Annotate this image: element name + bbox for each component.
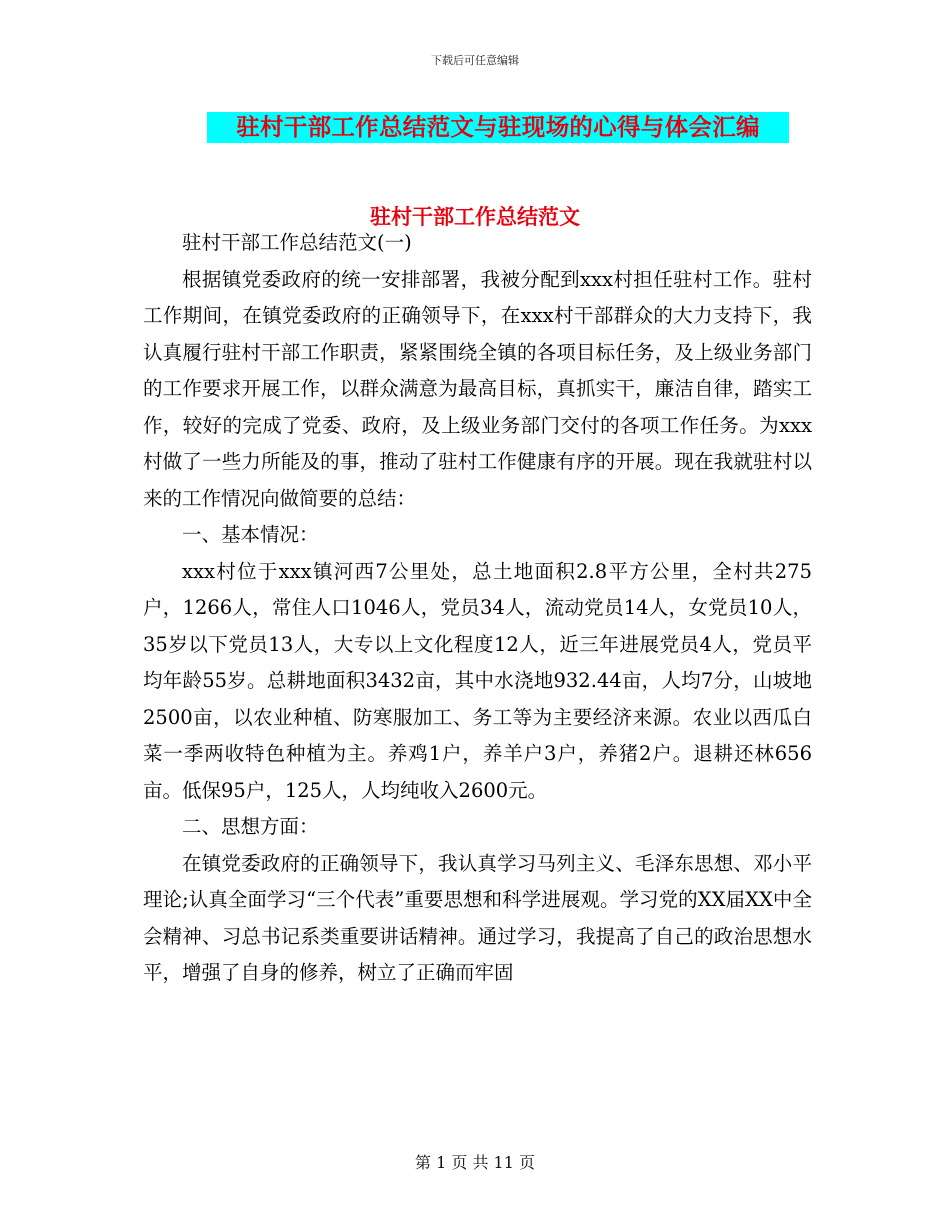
paragraph-intro: 根据镇党委政府的统一安排部署，我被分配到xxx村担任驻村工作。驻村工作期间，在镇党委政府的正确领导下，在xxx村干部群众的大力支持下，我认真履行驻村干部工作职责，紧紧围绕全镇的各项目标任务，及上级业务部门的工作要求开展工作，以群众满意为最高目标，真抓实干，廉洁自律，踏实工作，较好的完成了党委、政府，及上级业务部门交付的各项工作任务。为xxx村做了一些力所能及的事，推动了驻村工作健康有序的开展。现在我就驻村以来的工作情况向做简要的总结： bbox=[143, 267, 812, 510]
heading-ideology: 二、思想方面： bbox=[182, 815, 319, 838]
paragraph-subtitle: 驻村干部工作总结范文(一) bbox=[182, 231, 412, 254]
paragraph-ideology: 在镇党委政府的正确领导下，我认真学习马列主义、毛泽东思想、邓小平理论;认真全面学习“三个代表”重要思想和科学进展观。学习党的XX届XX中全会精神、习总书记系类重要讲话精神。通过学习，我提高了自己的政治思想水平，增强了自身的修养，树立了正确而牢固 bbox=[143, 851, 812, 984]
section-title: 驻村干部工作总结范文 bbox=[370, 204, 580, 229]
document-body bbox=[143, 225, 812, 992]
document-title: 驻村干部工作总结范文与驻现场的心得与体会汇编 bbox=[207, 112, 789, 143]
heading-basic-situation: 一、基本情况： bbox=[182, 523, 319, 546]
page-header-note: 下载后可任意编辑 bbox=[431, 54, 519, 67]
page-number: 第 1 页 共 11 页 bbox=[415, 1153, 535, 1172]
paragraph-basic-situation: xxx村位于xxx镇河西7公里处，总土地面积2.8平方公里，全村共275户，1266人，常住人口1046人，党员34人，流动党员14人，女党员10人，35岁以下党员13人，大专以上文化程度12人，近三年进展党员4人，党员平均年龄55岁。总耕地面积3432亩，其中水浇地932.44亩，人均7分，山坡地2500亩，以农业种植、防寒服加工、务工等为主要经济来源。农业以西瓜白菜一季两收特色种植为主。养鸡1户，养羊户3户，养猪2户。退耕还林656亩。低保95户，125人，人均纯收入2600元。 bbox=[143, 559, 812, 802]
